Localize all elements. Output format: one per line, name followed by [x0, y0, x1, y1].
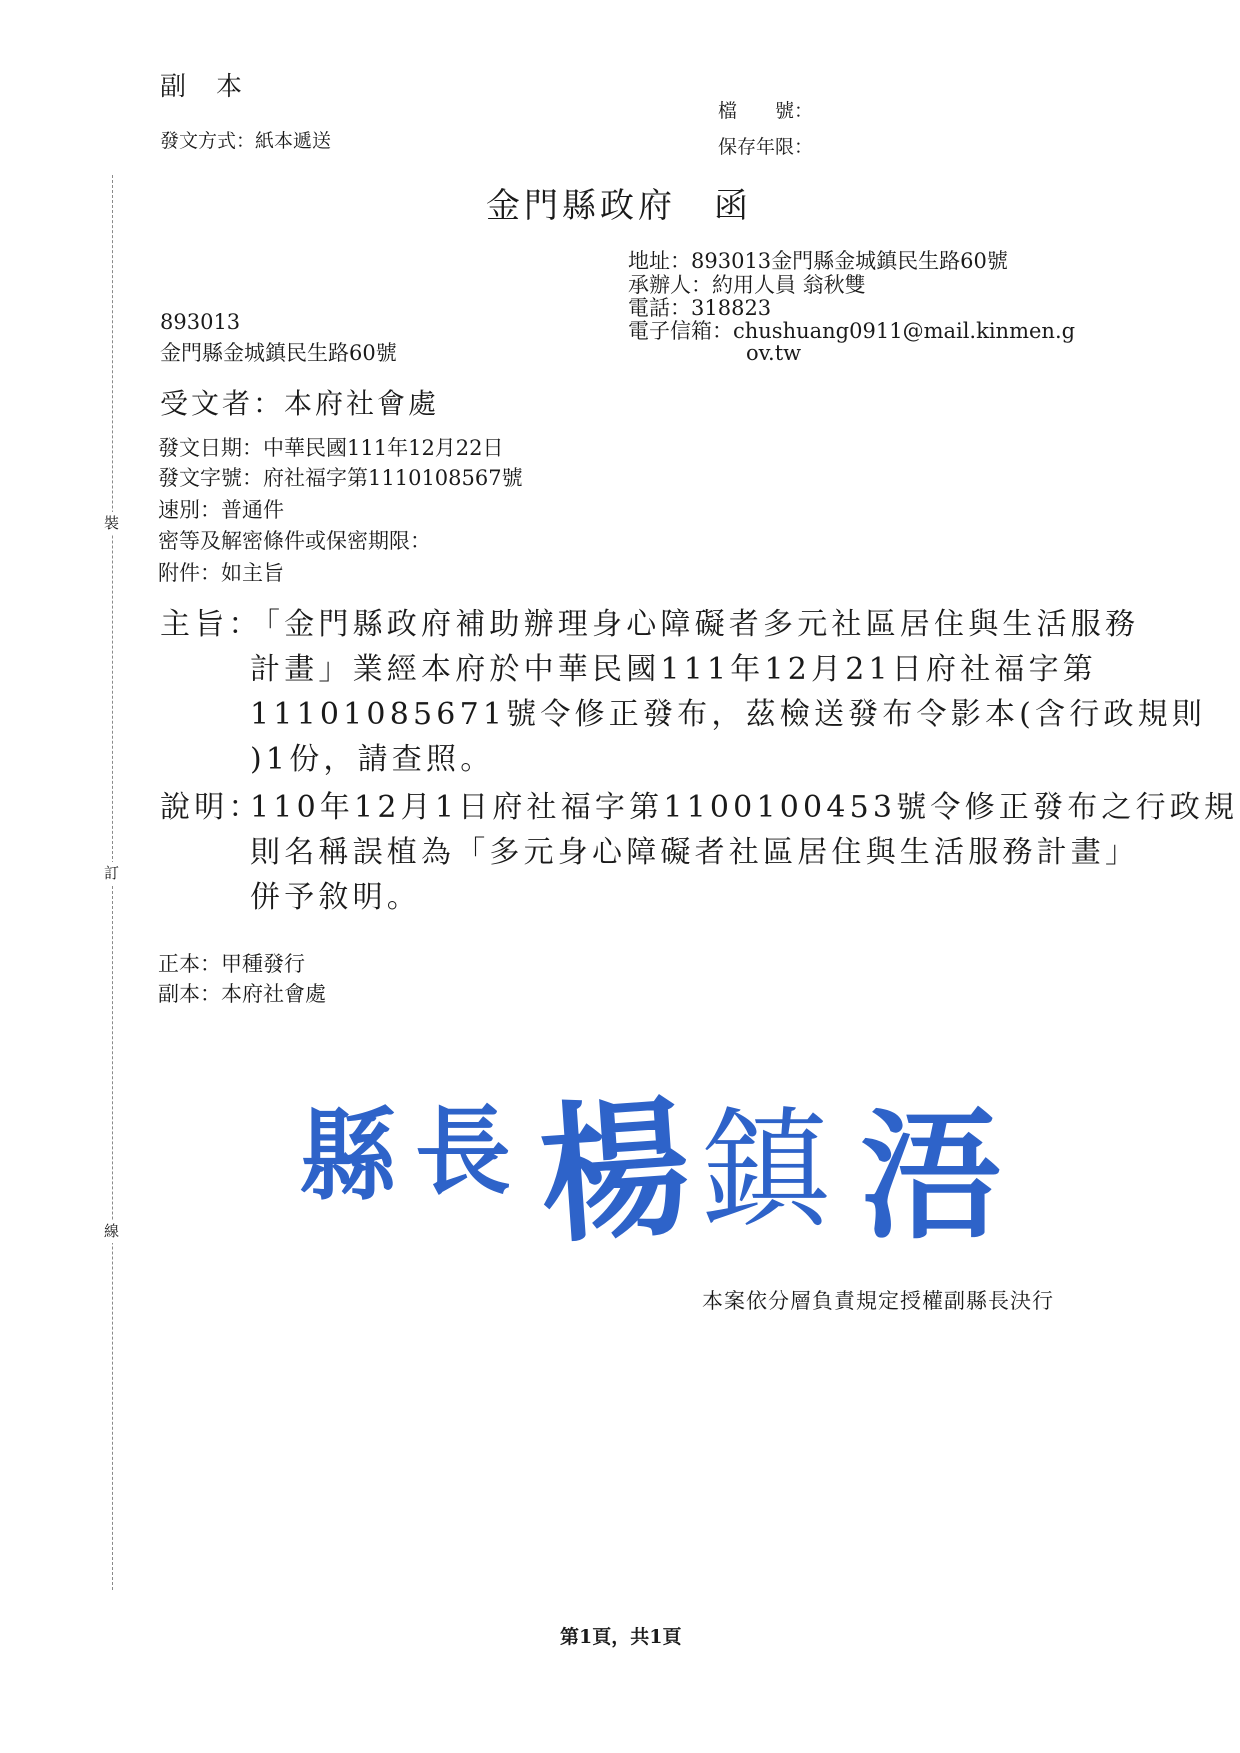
sender-address: 地址：893013金門縣金城鎮民生路60號	[628, 249, 1008, 273]
magistrate-signature-stamp	[300, 1075, 1040, 1265]
retention-label: 保存年限：	[718, 136, 814, 158]
sender-email-line1: 電子信箱：chushuang0911@mail.kinmen.g	[628, 319, 1076, 343]
subject-line-3: 11101085671號令修正發布，茲檢送發布令影本(含行政規則	[250, 697, 1207, 732]
explanation-label: 說明：	[160, 790, 263, 825]
signature-char: 長	[415, 1095, 511, 1208]
recipient-line: 受文者：本府社會處	[160, 387, 440, 420]
signature-char: 楊	[533, 1078, 696, 1265]
binding-mark-xian: 線	[104, 1220, 119, 1243]
subject-line-1: 「金門縣政府補助辦理身心障礙者多元社區居住與生活服務	[250, 607, 1140, 642]
original-recipients: 正本：甲種發行	[158, 952, 305, 976]
subject-label: 主旨：	[160, 607, 263, 642]
explanation-line-1: 110年12月1日府社福字第1100100453號令修正發布之行政規	[250, 790, 1239, 825]
file-number-label: 檔 號：	[718, 100, 814, 122]
speed-class: 速別：普通件	[158, 498, 284, 522]
sender-phone: 電話：318823	[628, 296, 772, 320]
delivery-method: 發文方式：紙本遞送	[160, 130, 332, 152]
copy-label: 副 本	[160, 72, 245, 102]
signature-char: 鎮	[700, 1094, 831, 1246]
recipient-postal-code: 893013	[160, 310, 241, 334]
binding-mark-ding: 訂	[104, 862, 119, 885]
sender-email-line2: ov.tw	[746, 341, 802, 365]
authorization-note: 本案依分層負責規定授權副縣長決行	[702, 1289, 1054, 1313]
issue-date: 發文日期：中華民國111年12月22日	[158, 436, 504, 460]
secrecy-terms: 密等及解密條件或保密期限：	[158, 529, 431, 553]
signature-char: 浯	[860, 1095, 1001, 1259]
recipient-street: 金門縣金城鎮民生路60號	[160, 341, 397, 365]
document-title: 金門縣政府 函	[486, 186, 752, 226]
binding-mark-zhuang: 裝	[104, 512, 119, 535]
explanation-line-2: 則名稱誤植為「多元身心障礙者社區居住與生活服務計畫」	[250, 835, 1140, 870]
sender-handler: 承辦人：約用人員 翁秋雙	[628, 273, 866, 297]
copy-recipients: 副本：本府社會處	[158, 982, 326, 1006]
page-number: 第1頁，共1頁	[560, 1626, 682, 1648]
explanation-line-3: 併予敘明。	[250, 880, 421, 915]
signature-char: 縣	[300, 1097, 396, 1216]
subject-line-2: 計畫」業經本府於中華民國111年12月21日府社福字第	[250, 652, 1098, 687]
attachment-line: 附件：如主旨	[158, 561, 284, 585]
subject-line-4: )1份，請查照。	[250, 742, 495, 777]
document-number: 發文字號：府社福字第1110108567號	[158, 466, 523, 490]
